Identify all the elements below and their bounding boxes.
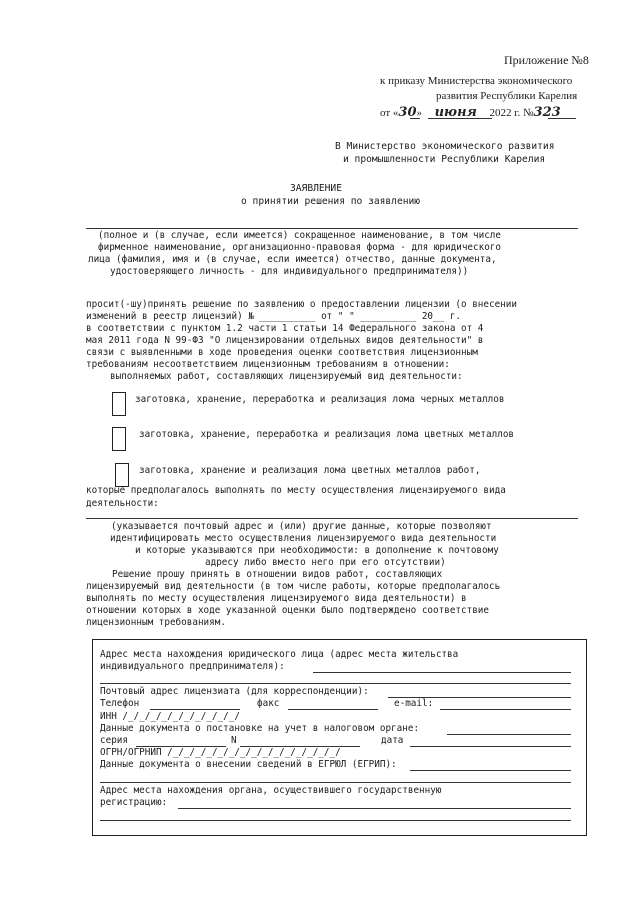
option-ferrous-label: заготовка, хранение, переработка и реализация лома черных металлов bbox=[135, 394, 505, 405]
inn-field[interactable]: ИНН /_/_/_/_/_/_/_/_/_/_/ bbox=[100, 711, 240, 722]
applicant-hint-2: фирменное наименование, организационно-правовая форма - для юридического bbox=[98, 242, 501, 253]
option-nonferrous-storage-label: заготовка, хранение и реализация лома цветных металлов работ, bbox=[139, 465, 481, 476]
applicant-hint-4: удостоверяющего личность - для индивидуального предпринимателя)) bbox=[110, 266, 469, 277]
option-ferrous-checkbox[interactable] bbox=[112, 392, 126, 416]
appendix-title: Приложение №8 bbox=[504, 53, 589, 67]
ogrn-field[interactable]: ОГРН/ОГРНИП /_/_/_/_/_/_/_/_/_/_/_/_/_/_/_/ bbox=[100, 747, 341, 758]
applicant-hint-3: лица (фамилия, имя и (в случае, если имеется) отчество, данные документа, bbox=[88, 254, 497, 265]
phone-label: Телефон bbox=[100, 698, 140, 709]
option-nonferrous-storage-checkbox[interactable] bbox=[115, 463, 129, 487]
decision-line-2: лицензируемый вид деятельности (в том числе работы, которые предполагалось bbox=[86, 581, 501, 592]
order-number-handwritten: 323 bbox=[533, 105, 561, 120]
postal-label: Почтовый адрес лицензиата (для корреспонденции): bbox=[100, 686, 369, 697]
series-label: серия bbox=[100, 735, 128, 746]
registration-label-2: регистрацию: bbox=[100, 797, 168, 808]
date-month-handwritten: июня bbox=[434, 105, 477, 120]
number-label: N bbox=[231, 735, 237, 746]
statement-title: ЗАЯВЛЕНИЕ bbox=[290, 183, 342, 194]
addressee-line-1: В Министерство экономического развития bbox=[335, 141, 555, 152]
tax-field[interactable] bbox=[447, 734, 571, 735]
location-field-extra[interactable] bbox=[100, 683, 571, 684]
decision-line-3: выполнять по месту осуществления лицензируемого вида деятельности) в bbox=[86, 593, 467, 604]
date-mid: » bbox=[416, 107, 423, 119]
order-line-2: развития Республики Карелия bbox=[436, 90, 578, 102]
works-place-field[interactable] bbox=[86, 518, 578, 519]
location-field[interactable] bbox=[313, 672, 571, 673]
fax-label: факс bbox=[257, 698, 280, 709]
request-line-1: просит(-шу)принять решение по заявлению о предоставлении лицензии (о внесении bbox=[86, 299, 517, 310]
email-field[interactable] bbox=[440, 709, 571, 710]
registration-label-1: Адрес места нахождения органа, осуществившего государственную bbox=[100, 785, 442, 796]
date-year: 2022 г. № bbox=[489, 107, 534, 119]
date-prefix: от « bbox=[380, 107, 399, 119]
registration-field[interactable] bbox=[178, 808, 571, 809]
request-line-4: мая 2011 года N 99-ФЗ "О лицензировании отдельных видов деятельности" в bbox=[86, 335, 484, 346]
decision-line-1: Решение прошу принять в отношении видов работ, составляющих bbox=[112, 569, 443, 580]
request-line-3: в соответствии с пунктом 1.2 части 1 статьи 14 Федерального закона от 4 bbox=[86, 323, 484, 334]
decision-line-5: лицензионным требованиям. bbox=[86, 617, 226, 628]
email-label: e-mail: bbox=[394, 698, 434, 709]
works-place-line-2: деятельности: bbox=[86, 498, 159, 509]
egrul-field[interactable] bbox=[410, 770, 571, 771]
location-label-1: Адрес места нахождения юридического лица (адрес места жительства bbox=[100, 649, 459, 660]
egrul-label: Данные документа о внесении сведений в ЕГРЮЛ (ЕГРИП): bbox=[100, 759, 397, 770]
tax-label: Данные документа о постановке на учет в налоговом органе: bbox=[100, 723, 420, 734]
works-place-line-1: которые предполагалось выполнять по месту осуществления лицензируемого вида bbox=[86, 485, 506, 496]
applicant-name-field[interactable] bbox=[86, 228, 578, 229]
decision-line-4: отношении которых в ходе указанной оценки было подтверждено соответствие bbox=[86, 605, 489, 616]
addressee-line-2: и промышленности Республики Карелия bbox=[343, 154, 546, 165]
statement-subtitle: о принятии решения по заявлению bbox=[241, 196, 421, 207]
order-number-underline bbox=[548, 118, 576, 119]
location-label-2: индивидуального предпринимателя): bbox=[100, 661, 285, 672]
registration-field-extra[interactable] bbox=[100, 820, 571, 821]
option-nonferrous-checkbox[interactable] bbox=[112, 427, 126, 451]
date-month-underline bbox=[428, 118, 492, 119]
date-field[interactable] bbox=[410, 746, 571, 747]
address-hint-3: и которые указываются при необходимости: в дополнение к почтовому bbox=[135, 545, 499, 556]
request-line-7: выполняемых работ, составляющих лицензируемый вид деятельности: bbox=[110, 371, 463, 382]
date-day-underline bbox=[410, 118, 420, 119]
applicant-hint-1: (полное и (в случае, если имеется) сокращенное наименование, в том числе bbox=[98, 230, 501, 241]
date-day-handwritten: 30 bbox=[398, 105, 417, 120]
address-hint-2: идентифицировать место осуществления лицензируемого вида деятельности bbox=[110, 533, 497, 544]
egrul-field-extra[interactable] bbox=[100, 782, 571, 783]
fax-field[interactable] bbox=[288, 709, 378, 710]
request-line-6: требованиям несоответствием лицензионным требованиям в отношении: bbox=[86, 359, 450, 370]
request-line-2: изменений в реестр лицензий) № __________ от " " __________ 20__ г. bbox=[86, 311, 462, 322]
address-hint-4: адресу либо вместо него при его отсутствии) bbox=[205, 557, 446, 568]
option-nonferrous-label: заготовка, хранение, переработка и реализация лома цветных металлов bbox=[139, 429, 515, 440]
order-line-1: к приказу Министерства экономического bbox=[380, 75, 573, 87]
date-label: дата bbox=[381, 735, 404, 746]
phone-field[interactable] bbox=[150, 709, 240, 710]
address-hint-1: (указывается почтовый адрес и (или) другие данные, которые позволяют bbox=[111, 521, 492, 532]
request-line-5: связи с выявленными в ходе проведения оценки соответствия лицензионным bbox=[86, 347, 478, 358]
